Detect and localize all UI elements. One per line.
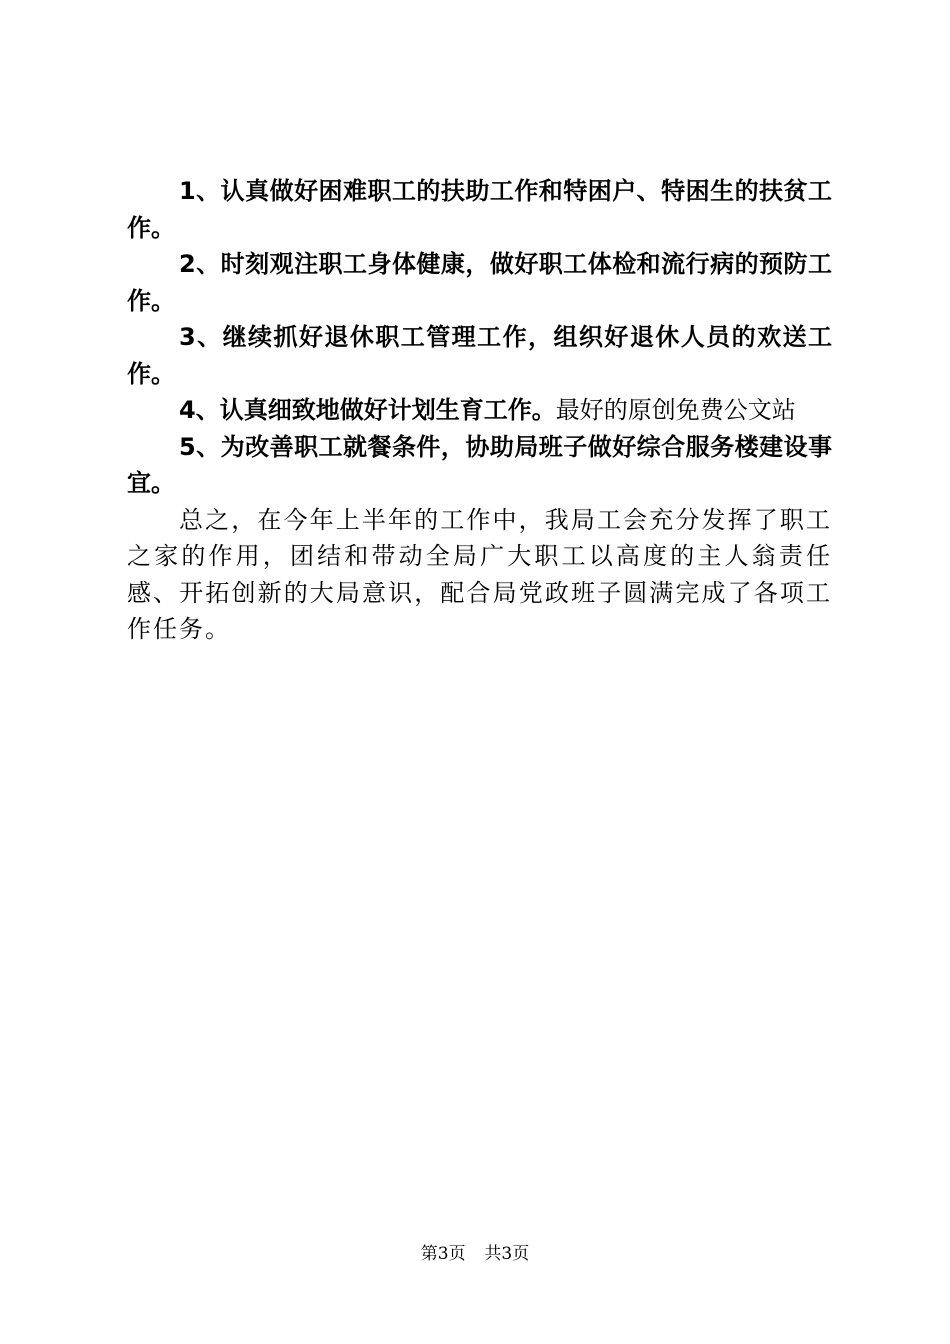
list-item-3 (127, 319, 832, 392)
document-body (127, 173, 832, 648)
list-item-text: 2、时刻观注职工身体健康，做好职工体检和流行病的预防工作。 (127, 250, 832, 315)
watermark-text: 最好的原创免费公文站 (555, 396, 796, 424)
list-item-text: 3、继续抓好退休职工管理工作，组织好退休人员的欢送工作。 (127, 323, 832, 388)
page-footer (0, 1242, 950, 1266)
list-item-text: 5、为改善职工就餐条件，协助局班子做好综合服务楼建设事宜。 (127, 432, 832, 497)
conclusion-text: 总之，在今年上半年的工作中，我局工会充分发挥了职工之家的作用，团结和带动全局广大职工以高度的主人翁责任感、开拓创新的大局意识，配合局党政班子圆满完成了各项工作任务。 (127, 505, 832, 643)
list-item-5 (127, 429, 832, 502)
list-item-1 (127, 173, 832, 246)
conclusion-paragraph (127, 502, 832, 648)
list-item-text: 4、认真细致地做好计划生育工作。 (179, 396, 556, 424)
list-item-text: 1、认真做好困难职工的扶助工作和特困户、特困生的扶贫工作。 (127, 177, 832, 242)
list-item-4 (127, 392, 832, 429)
page-total: 共3页 (484, 1244, 530, 1264)
page-number: 第3页 (420, 1244, 466, 1264)
list-item-2 (127, 246, 832, 319)
